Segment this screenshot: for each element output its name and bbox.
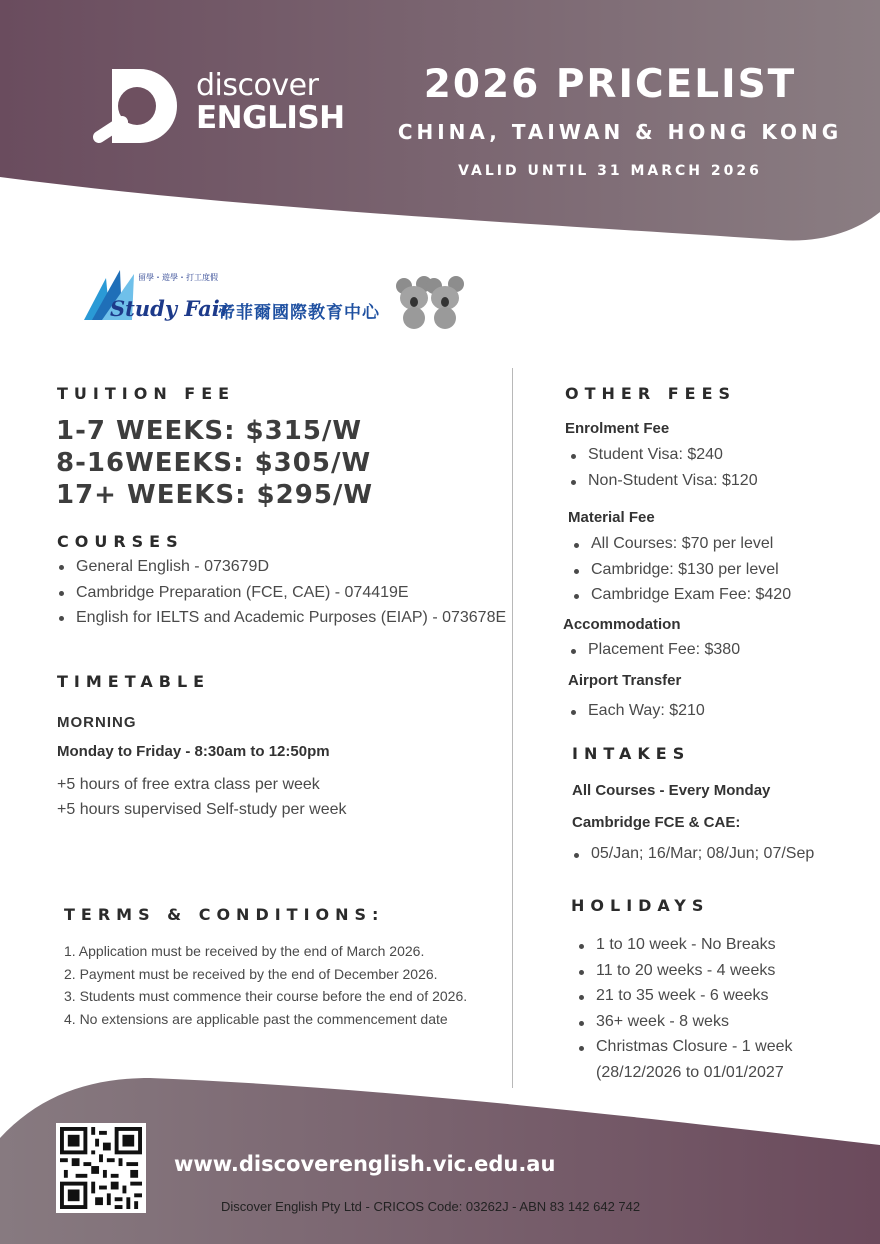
accommodation-list bbox=[569, 641, 740, 659]
self-study-note: +5 hours supervised Self-study per week bbox=[57, 801, 347, 818]
intakes-all-courses: All Courses - Every Monday bbox=[572, 782, 771, 799]
holidays-heading: HOLIDAYS bbox=[571, 896, 710, 915]
page-title: 2026 PRICELIST bbox=[423, 62, 797, 107]
column-divider bbox=[512, 368, 513, 1088]
courses-list bbox=[57, 557, 506, 634]
cambridge-intake-dates bbox=[572, 845, 814, 863]
list-item: Christmas Closure - 1 week bbox=[577, 1038, 793, 1064]
qr-code bbox=[56, 1123, 146, 1213]
list-item: 05/Jan; 16/Mar; 08/Jun; 07/Sep bbox=[572, 845, 814, 863]
list-item: English for IELTS and Academic Purposes (EIAP) - 073678E bbox=[57, 608, 506, 634]
closure-dates: (28/12/2026 to 01/01/2027 bbox=[596, 1064, 784, 1081]
timetable-heading: TIMETABLE bbox=[57, 672, 211, 691]
partner-chinese-name: 帝菲爾國際教育中心 bbox=[218, 303, 380, 322]
tuition-rate: 17+ WEEKS: $295/W bbox=[56, 480, 374, 510]
list-item: 1 to 10 week - No Breaks bbox=[577, 936, 793, 962]
airport-transfer-title: Airport Transfer bbox=[568, 672, 682, 689]
list-item: 3. Students must commence their course before the end of 2026. bbox=[64, 988, 468, 1004]
list-item: Non-Student Visa: $120 bbox=[569, 472, 758, 498]
enrolment-fee-title: Enrolment Fee bbox=[565, 420, 670, 437]
intakes-heading: INTAKES bbox=[572, 744, 691, 763]
website-link[interactable]: www.discoverenglish.vic.edu.au bbox=[174, 1152, 556, 1176]
holidays-list bbox=[577, 936, 793, 1064]
list-item: Each Way: $210 bbox=[569, 702, 705, 720]
region-subtitle: CHINA, TAIWAN & HONG KONG bbox=[397, 120, 843, 144]
list-item: Cambridge: $130 per level bbox=[572, 561, 791, 587]
study-fair-logo bbox=[82, 266, 472, 332]
airport-transfer-list bbox=[569, 702, 705, 720]
tuition-rate: 1-7 WEEKS: $315/W bbox=[56, 416, 363, 446]
other-fees-heading: OTHER FEES bbox=[565, 384, 737, 403]
session-label: MORNING bbox=[57, 714, 137, 731]
accommodation-title: Accommodation bbox=[563, 616, 681, 633]
qr-code-icon bbox=[60, 1127, 142, 1209]
list-item: Cambridge Preparation (FCE, CAE) - 074419E bbox=[57, 583, 506, 609]
list-item: Student Visa: $240 bbox=[569, 446, 758, 472]
extra-class-note: +5 hours of free extra class per week bbox=[57, 776, 320, 793]
list-item: All Courses: $70 per level bbox=[572, 535, 791, 561]
list-item: 11 to 20 weeks - 4 weeks bbox=[577, 962, 793, 988]
discover-english-logo bbox=[92, 66, 352, 146]
magnifier-d-icon bbox=[92, 66, 187, 146]
tuition-rate: 8-16WEEKS: $305/W bbox=[56, 448, 372, 478]
logo-discover-text: discover bbox=[196, 68, 319, 103]
courses-heading: COURSES bbox=[57, 532, 184, 551]
list-item: 36+ week - 8 weks bbox=[577, 1013, 793, 1039]
terms-list bbox=[64, 942, 467, 1032]
material-fee-list bbox=[572, 535, 791, 612]
list-item: 21 to 35 week - 6 weeks bbox=[577, 987, 793, 1013]
list-item: Cambridge Exam Fee: $420 bbox=[572, 586, 791, 612]
list-item: 1. Application must be received by the end of March 2026. bbox=[64, 943, 425, 959]
legal-info: Discover English Pty Ltd - CRICOS Code: 03262J - ABN 83 142 642 742 bbox=[221, 1199, 641, 1214]
schedule-text: Monday to Friday - 8:30am to 12:50pm bbox=[57, 743, 330, 760]
list-item: 2. Payment must be received by the end of December 2026. bbox=[64, 965, 438, 982]
enrolment-fee-list bbox=[569, 446, 758, 497]
material-fee-title: Material Fee bbox=[568, 509, 655, 526]
koala-icon bbox=[394, 276, 466, 330]
validity-note: VALID UNTIL 31 MARCH 2026 bbox=[458, 163, 762, 179]
list-item: Placement Fee: $380 bbox=[569, 641, 740, 659]
partner-tagline: 留學・遊學・打工度假 bbox=[138, 273, 218, 282]
partner-name: Study Fair bbox=[110, 296, 231, 321]
logo-english-text: ENGLISH bbox=[196, 100, 345, 136]
list-item: 4. No extensions are applicable past the commencement date bbox=[64, 1010, 448, 1027]
list-item: General English - 073679D bbox=[57, 557, 506, 583]
tuition-fee-heading: TUITION FEE bbox=[57, 384, 236, 403]
cambridge-intakes-title: Cambridge FCE & CAE: bbox=[572, 814, 741, 831]
terms-heading: TERMS & CONDITIONS: bbox=[64, 905, 385, 924]
